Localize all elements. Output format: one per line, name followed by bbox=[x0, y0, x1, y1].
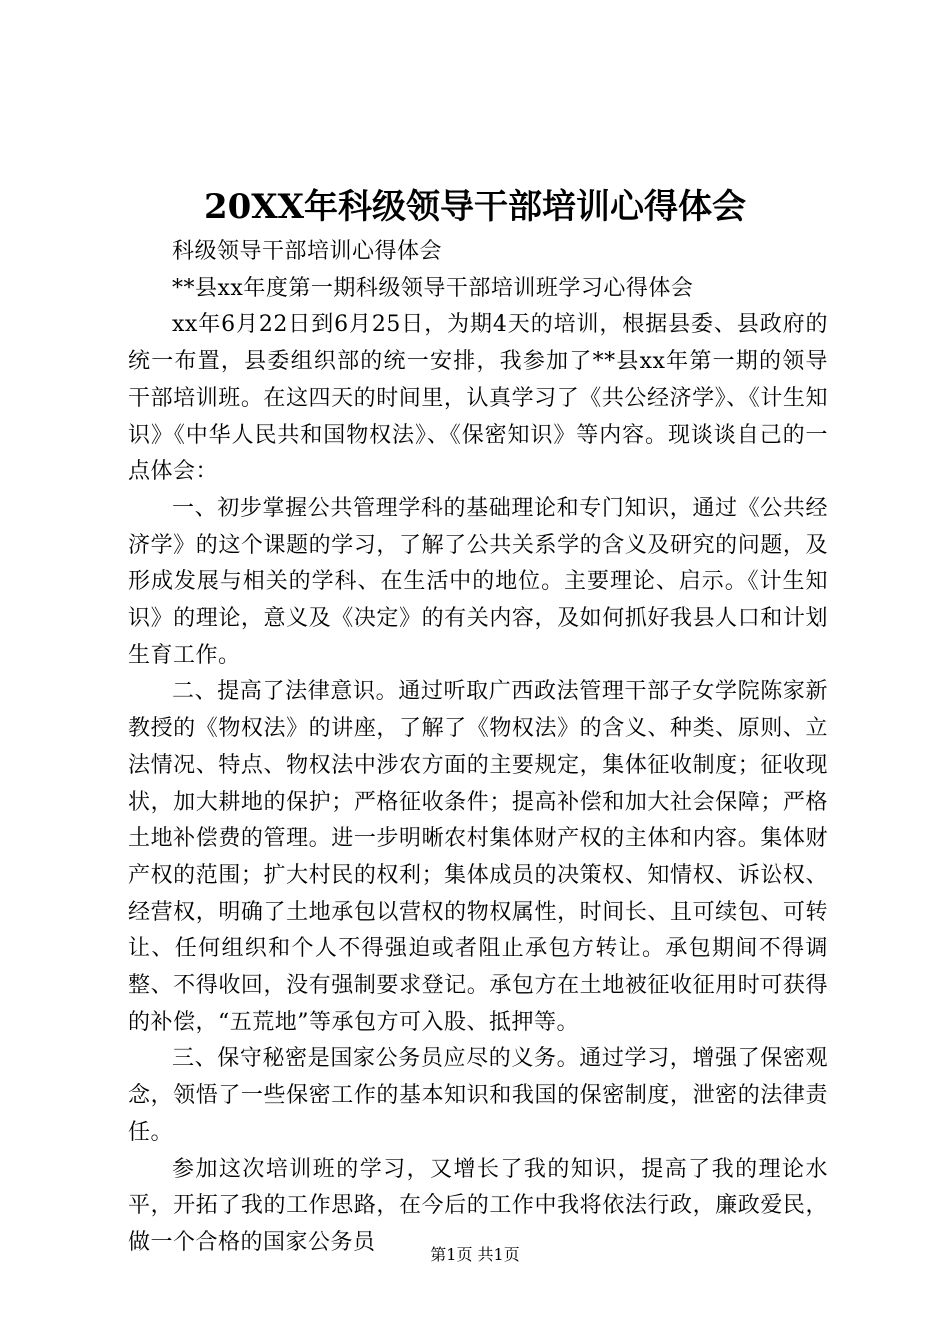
paragraph-heading: **县xx年度第一期科级领导干部培训班学习心得体会 bbox=[172, 275, 694, 301]
paragraph-point-three: 三、保守秘密是国家公务员应尽的义务。通过学习，增强了保密观念，领悟了一些保密工作的基本知识和我国的保密制度，泄密的法律责任。 bbox=[128, 1046, 828, 1145]
paragraph-point-two: 二、提高了法律意识。通过听取广西政法管理干部子女学院陈家新教授的《物权法》的讲座，了解了《物权法》的含义、种类、原则、立法情况、特点、物权法中涉农方面的主要规定，集体征收制度；征收现状，加大耕地的保护；严格征收条件；提高补偿和加大社会保障；严格土地补偿费的管理。进一步明晰农村集体财产权的主体和内容。集体财产权的范围；扩大村民的权利；集体成员的决策权、知情权、诉讼权、经营权，明确了土地承包以营权的物权属性，时间长、且可续包、可转让、任何组织和个人不得强迫或者阻止承包方转让。承包期间不得调整、不得收回，没有强制要求登记。承包方在土地被征收征用时可获得的补偿，“五荒地”等承包方可入股、抵押等。 bbox=[128, 679, 828, 1035]
document-body bbox=[128, 234, 828, 1262]
document-title: 20XX年科级领导干部培训心得体会 bbox=[203, 187, 747, 227]
page-footer: 第1页 共1页 bbox=[430, 1245, 520, 1264]
paragraph-conclusion: 参加这次培训班的学习，又增长了我的知识，提高了我的理论水平，开拓了我的工作思路，在今后的工作中我将依法行政，廉政爱民，做一个合格的国家公务员 bbox=[128, 1156, 828, 1255]
paragraph-intro: xx年6月22日到6月25日，为期4天的培训，根据县委、县政府的统一布置，县委组织部的统一安排，我参加了**县xx年第一期的领导干部培训班。在这四天的时间里，认真学习了《共公经济学》、《计生知识》《中华人民共和国物权法》、《保密知识》等内容。现谈谈自己的一点体会： bbox=[128, 312, 828, 485]
paragraph-point-one: 一、初步掌握公共管理学科的基础理论和专门知识，通过《公共经济学》的这个课题的学习，了解了公共关系学的含义及研究的问题，及形成发展与相关的学科、在生活中的地位。主要理论、启示。《计生知识》的理论，意义及《决定》的有关内容，及如何抓好我县人口和计划生育工作。 bbox=[128, 495, 828, 668]
paragraph-subtitle: 科级领导干部培训心得体会 bbox=[172, 239, 443, 264]
